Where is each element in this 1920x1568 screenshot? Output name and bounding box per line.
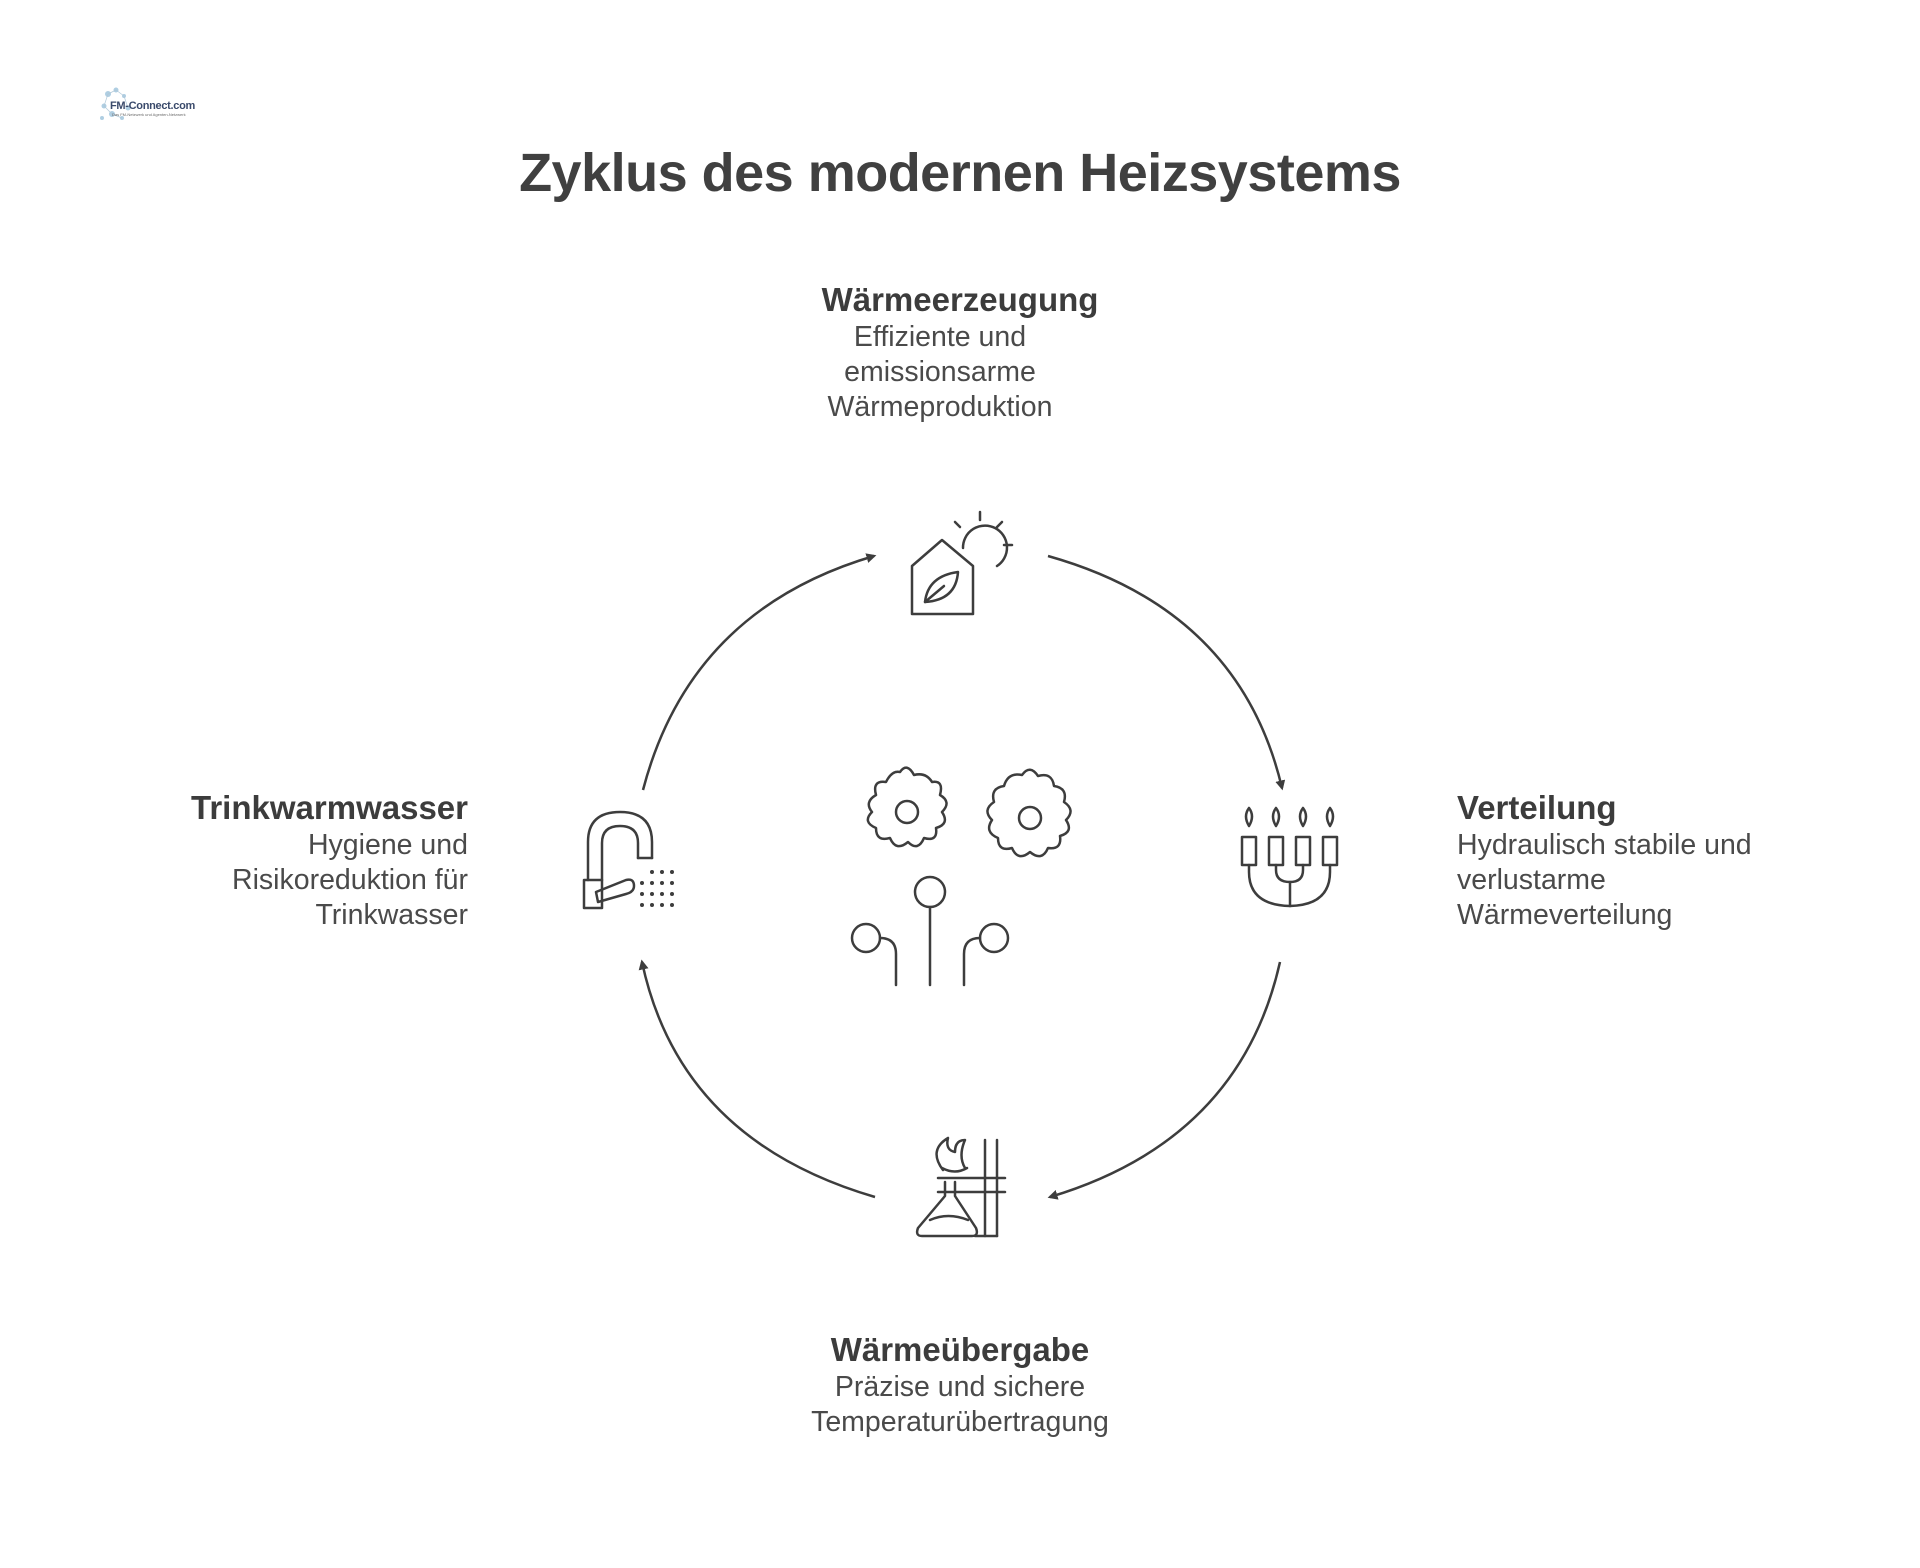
gear-left [868,768,947,847]
water-distribution-manifold-icon [1242,808,1337,906]
node-heading: Wärmeerzeugung [821,281,1099,318]
arrow-right-to-bottom [1050,962,1280,1197]
node-trinkwarmwasser [160,788,468,933]
node-heading: Wärmeübergabe [830,1331,1090,1368]
flask-burner-icon [917,1138,1005,1236]
node-description: Präzise und sichere Temperaturübertragung [811,1371,1109,1438]
gears-network-icon [852,768,1071,985]
arrow-bottom-to-left [642,962,875,1197]
eco-house-sun-icon [912,512,1012,614]
node-description: Effiziente und emissionsarme Wärmeproduktion [827,321,1053,423]
node-heading: Verteilung [1457,789,1617,826]
gear-right [987,770,1070,856]
arrow-top-to-right [1048,556,1282,788]
node-description: Hydraulisch stabile und verlustarme Wärmeverteilung [1457,829,1752,931]
node-verteilung [1457,788,1857,933]
arrow-left-to-top [643,556,874,790]
node-waermeerzeugung [760,280,1160,425]
node-heading: Trinkwarmwasser [191,789,468,826]
logo-tagline: Das FM-Netzwerk und Agenten-Netzwerk [112,112,186,117]
node-waermeuebergabe [740,1330,1180,1440]
logo-wordmark: FM-Connect.com [110,100,196,112]
page-title: Zyklus des modernen Heizsystems [519,143,1401,203]
water-spray-dots [640,870,674,907]
node-description: Hygiene und Risikoreduktion für Trinkwasser [231,829,468,931]
